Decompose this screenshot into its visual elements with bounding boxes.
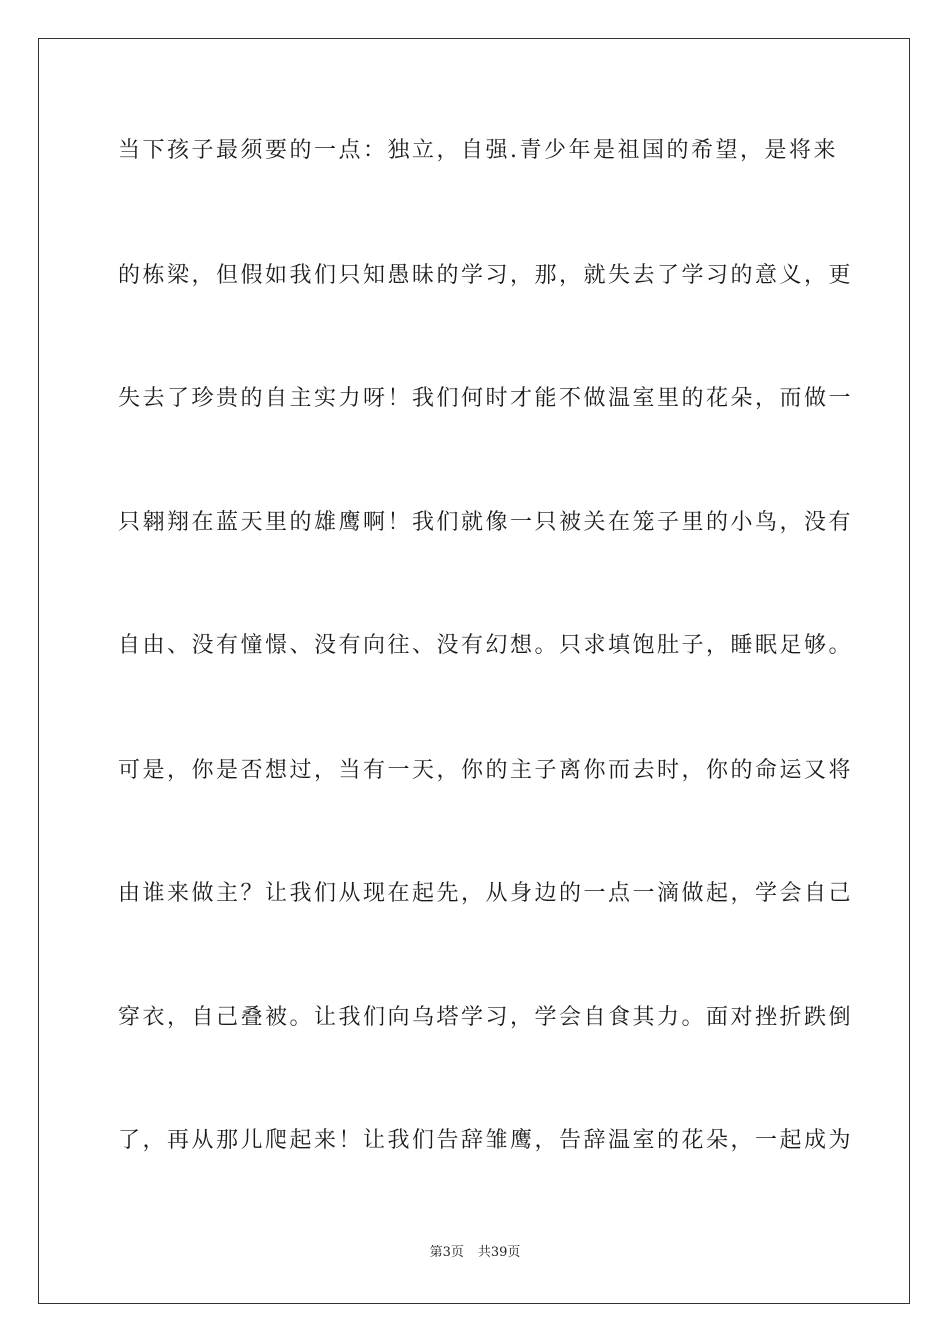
page-footer (0, 1244, 950, 1262)
text-line: 当下孩子最须要的一点：独立，自强.青少年是祖国的希望，是将来 (118, 138, 838, 163)
text-line: 的栋梁，但假如我们只知愚昧的学习，那，就失去了学习的意义，更 (118, 263, 854, 288)
text-line: 由谁来做主？让我们从现在起先，从身边的一点一滴做起，学会自己 (118, 881, 854, 906)
text-line: 失去了珍贵的自主实力呀！我们何时才能不做温室里的花朵，而做一 (118, 386, 854, 411)
total-pages: 共39页 (477, 1245, 521, 1260)
text-line: 自由、没有憧憬、没有向往、没有幻想。只求填饱肚子，睡眠足够。 (118, 633, 854, 658)
text-line: 只翱翔在蓝天里的雄鹰啊！我们就像一只被关在笼子里的小鸟，没有 (118, 510, 854, 535)
page-number: 第3页 (429, 1245, 464, 1260)
page-border (38, 38, 910, 1304)
text-line: 穿衣，自己叠被。让我们向乌塔学习，学会自食其力。面对挫折跌倒 (118, 1005, 854, 1030)
text-line: 了，再从那儿爬起来！让我们告辞雏鹰，告辞温室的花朵，一起成为 (118, 1128, 854, 1153)
text-line: 可是，你是否想过，当有一天，你的主子离你而去时，你的命运又将 (118, 758, 854, 783)
